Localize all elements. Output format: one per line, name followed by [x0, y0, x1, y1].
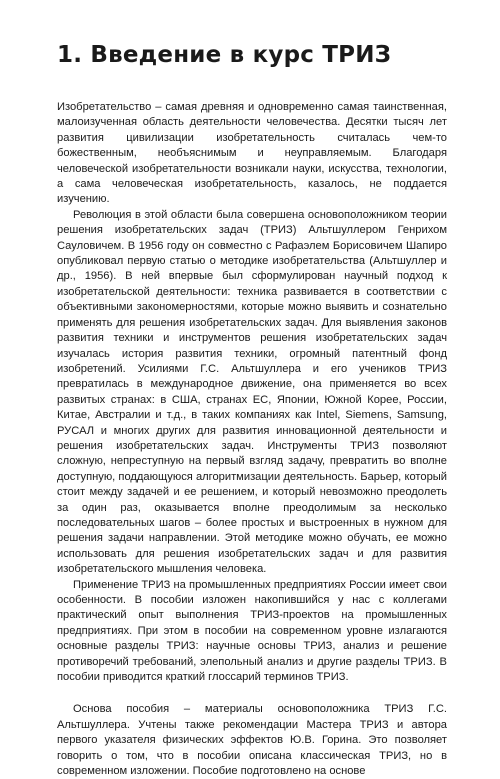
chapter-title: 1. Введение в курс ТРИЗ	[57, 42, 392, 68]
paragraph-revolution: Революция в этой области была совершена основоположником теории решения изобретательских задач (ТРИЗ) Альтшуллером Генрихом Сауловичем. В 1956 году он совместно с Рафаэлем Борисовичем Шапиро опубликовал первую статью о методике изобретательства (Альтшуллер и др., 1956). В ней впервые был сформулирован научный подход к изобретательской деятельности: техника развивается в соответствии с объективными закономерностями, которые можно выявить и сознательно применять для решения изобретательских задач. Для выявления законов развития техники и инструментов решения изобретательских задач изучалась история развития техники, огромный патентный фонд изобретений. Усилиями Г.С. Альтшуллера и его учеников ТРИЗ превратилась в международное движение, она применяется во всех развитых странах: в США, странах ЕС, Японии, Южной Корее, России, Китае, Австралии и т.д., в таких компаниях как Intel, Siemens, Samsung, РУСАЛ и многих других для развития инновационной деятельности и решения изобретательских задач. Инструменты ТРИЗ позволяют сложную, непреступную на первый взгляд задачу, превратить во вполне доступную, поддающуюся алгоритмизации деятельность. Барьер, который стоит между задачей и ее решением, и который невозможно преодолеть за один раз, оказывается вполне преодолимым за несколько последовательных шагов – более простых и выстроенных в нужном для решения задачи направлении. Этой методике можно обучать, ее можно использовать для решения изобретательских задач и для развития изобретательского мышления человека.	[57, 208, 447, 576]
body-text	[57, 100, 447, 779]
paragraph-basis: Основа пособия – материалы основоположника ТРИЗ Г.С. Альтшуллера. Учтены также рекомендации Мастера ТРИЗ и автора первого указателя физических эффектов Ю.В. Горина. Это позволяет говорить о том, что в пособии описана классическая ТРИЗ, но в современном изложении. Пособие подготовлено на основе	[57, 703, 447, 778]
paragraph-intro: Изобретательство – самая древняя и одновременно самая таинственная, малоизученная область деятельности человечества. Десятки тысяч лет развития цивилизации изобретательность считалась чем-то божественным, необъяснимым и неуправляемым. Благодаря человеческой изобретательности возникали науки, искусства, технологии, а сама человеческая изобретательность, казалось, не поддается изучению.	[57, 101, 447, 206]
paragraph-application: Применение ТРИЗ на промышленных предприятиях России имеет свои особенности. В пособии изложен накопившийся у нас с коллегами практический опыт выполнения ТРИЗ-проектов на промышленных предприятиях. При этом в пособии на современном уровне излагаются основные разделы ТРИЗ: научные основы ТРИЗ, анализ и решение противоречий требований, элепольный анализ и другие разделы ТРИЗ. В пособии приводится краткий глоссарий терминов ТРИЗ.	[57, 578, 447, 684]
